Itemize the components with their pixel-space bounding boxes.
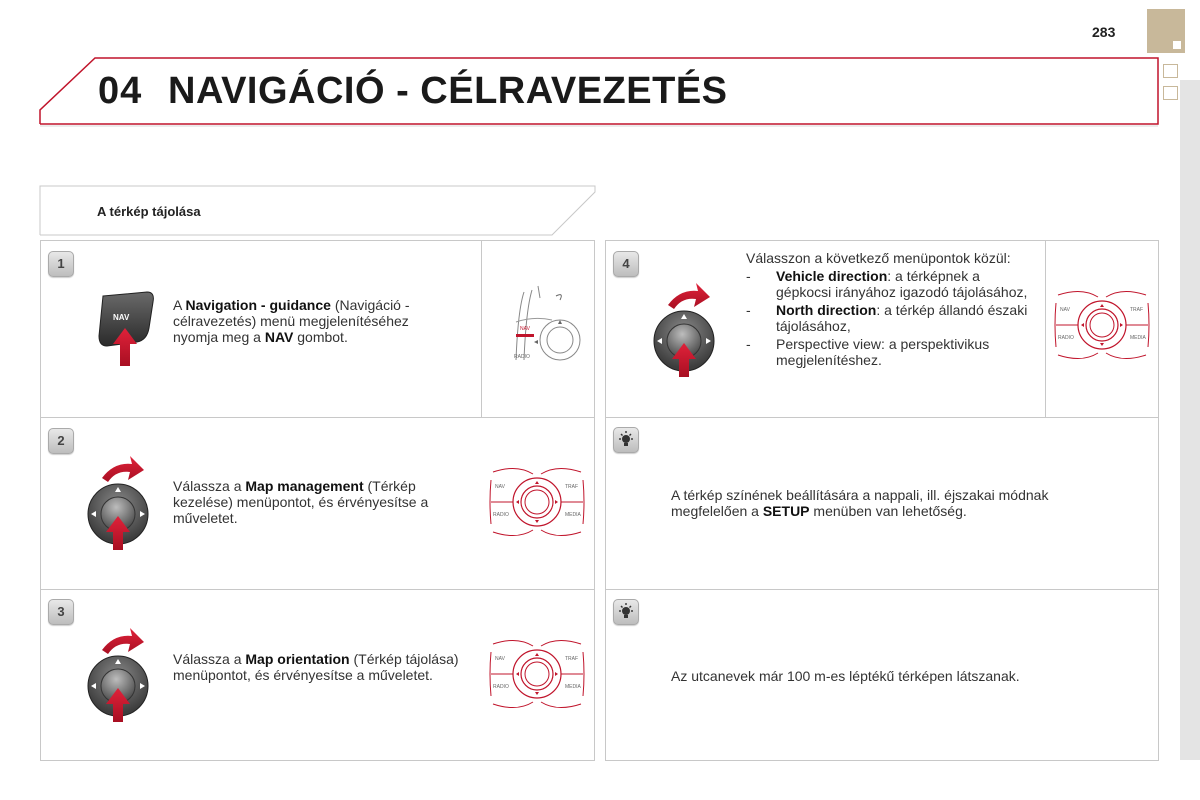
step-badge-4: 4 (613, 251, 639, 277)
setup-menu-name: SETUP (762, 503, 810, 519)
panel-radio-label: RADIO (1058, 335, 1074, 341)
panel-traf-label: TRAF (565, 484, 579, 490)
panel-nav-label: NAV (495, 484, 505, 490)
panel-media-label: MEDIA (565, 684, 581, 690)
step-1-menu-name: Navigation - guidance (185, 297, 331, 313)
step-badge-3: 3 (48, 599, 74, 625)
panel-nav-label: NAV (495, 656, 505, 662)
option-vehicle-direction: - Vehicle direction: a térképnek a gépkocsi irányához igazodó tájolásához, (746, 268, 1028, 300)
panel-media-label: MEDIA (1130, 335, 1146, 341)
step-3-text: Válassza a Map orientation (Térkép tájolása) menüpontot, és érvényesítse a műveletet. (173, 651, 459, 683)
step-3-menu-name: Map orientation (245, 651, 350, 667)
step-badge-1: 1 (48, 251, 74, 277)
control-panel-illustration (1052, 285, 1152, 365)
panel-radio-label: RADIO (493, 684, 509, 690)
step-1-text: A Navigation - guidance (Navigáció - célravezetés) menü megjelenítéséhez nyomja meg a NAV gombot. (173, 297, 410, 345)
chapter-number: 04 (98, 70, 143, 112)
nav-button-press-icon (95, 288, 165, 370)
rotary-knob-press-icon (648, 277, 728, 382)
nav-key-label: NAV (113, 313, 130, 322)
step-4-intro: Válasszon a következő menüpontok közül: (746, 250, 1011, 266)
panel-nav-label: NAV (520, 326, 530, 332)
panel-traf-label: TRAF (565, 656, 579, 662)
page-number: 283 (1092, 24, 1116, 40)
step-2-text: Válassza a Map management (Térkép kezelése) menüpontot, és érvényesítse a műveletet. (173, 478, 429, 526)
panel-radio-label: RADIO (514, 354, 530, 360)
lightbulb-icon (613, 427, 639, 453)
option-perspective-view: - Perspective view: a perspektivikus megjelenítéshez. (746, 336, 990, 368)
step-4-text (746, 250, 1036, 370)
section-title: A térkép tájolása (97, 204, 201, 219)
tip-2-text: Az utcanevek már 100 m-es léptékű térképen látszanak. (671, 668, 1020, 684)
section-frame (0, 180, 620, 240)
step-1-key-name: NAV (264, 329, 294, 345)
rotary-knob-press-icon (82, 622, 162, 727)
panel-traf-label: TRAF (1130, 307, 1144, 313)
panel-media-label: MEDIA (565, 512, 581, 518)
step-4-options-list (746, 268, 1036, 368)
dashboard-panel-illustration (494, 280, 584, 380)
option-north-direction: - North direction: a térkép állandó északi tájolásához, (746, 302, 1028, 334)
step-badge-2: 2 (48, 428, 74, 454)
rotary-knob-press-icon (82, 450, 162, 555)
side-bar (1180, 80, 1200, 760)
control-panel-illustration (487, 634, 587, 714)
panel-nav-label: NAV (1060, 307, 1070, 313)
tip-1-text: A térkép színének beállítására a nappali, ill. éjszakai módnak megfelelően a SETUP menüben van lehetőség. (671, 487, 1049, 519)
lightbulb-icon (613, 599, 639, 625)
control-panel-illustration (487, 462, 587, 542)
chapter-title: NAVIGÁCIÓ - CÉLRAVEZETÉS (168, 70, 728, 112)
step-2-menu-name: Map management (245, 478, 364, 494)
panel-radio-label: RADIO (493, 512, 509, 518)
